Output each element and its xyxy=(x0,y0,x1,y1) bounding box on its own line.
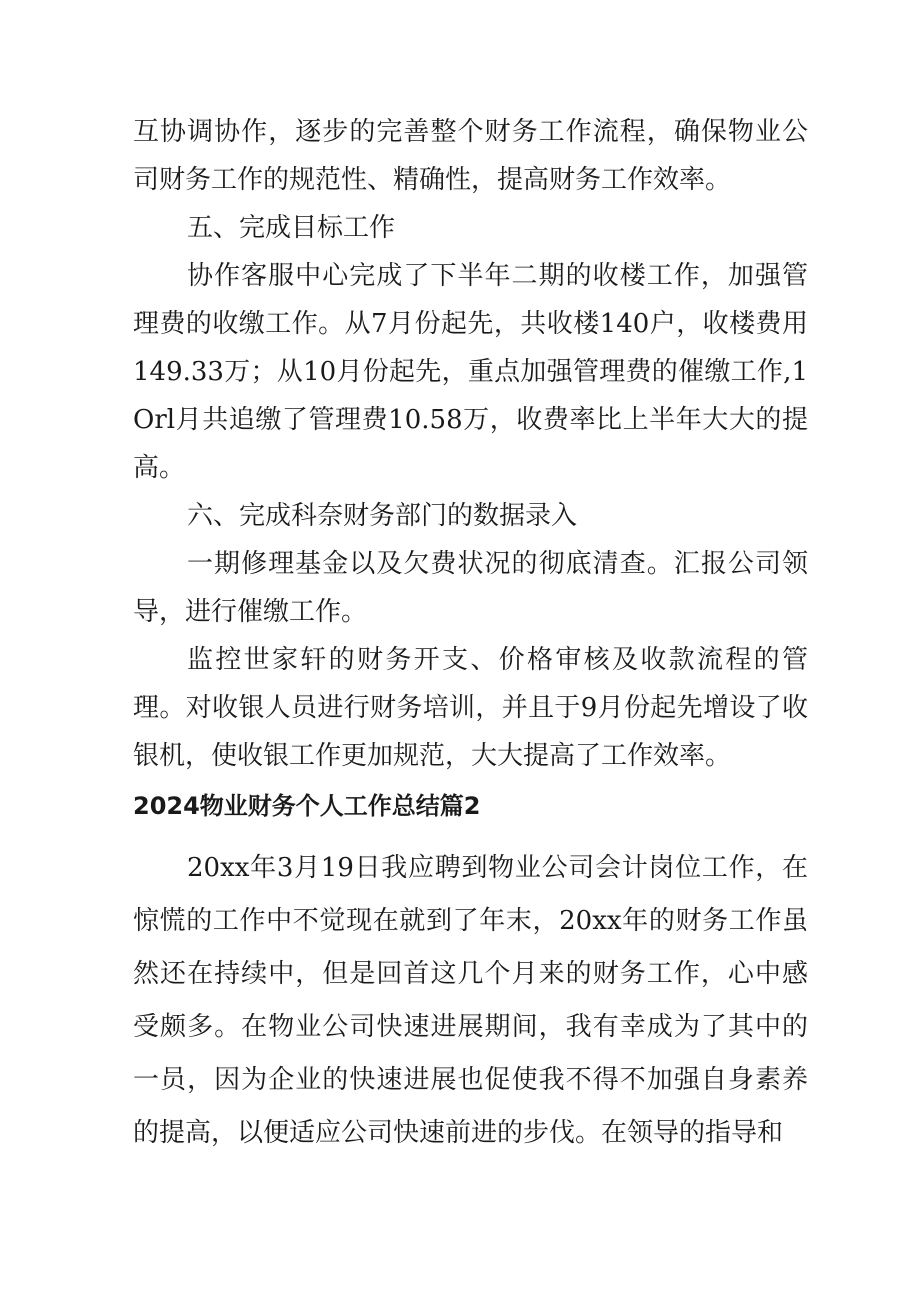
section-heading-6: 六、完成科奈财务部门的数据录入 xyxy=(187,501,578,531)
document-body xyxy=(133,108,808,1160)
paragraph-continuation: 互协调协作，逐步的完善整个财务工作流程，确保物业公司财务工作的规范性、精确性，提高财务工作效率。 xyxy=(133,117,808,195)
section-heading-5: 五、完成目标工作 xyxy=(187,213,396,243)
paragraph-fund-check: 一期修理基金以及欠费状况的彻底清查。汇报公司领导，进行催缴工作。 xyxy=(133,549,808,627)
paragraph-monitoring: 监控世家轩的财务开支、价格审核及收款流程的管理。对收银人员进行财务培训，并且于9月份起先增设了收银机，使收银工作更加规范，大大提高了工作效率。 xyxy=(133,645,808,771)
paragraph-article-2-intro: 20xx年3月19日我应聘到物业公司会计岗位工作，在惊慌的工作中不觉现在就到了年末，20xx年的财务工作虽然还在持续中，但是回首这几个月来的财务工作，心中感受颇多。在物业公司快速进展期间，我有幸成为了其中的一员，因为企业的快速进展也促使我不得不加强自身素养的提高，以便适应公司快速前进的步伐。在领导的指导和 xyxy=(133,853,808,1148)
paragraph-target-work: 协作客服中心完成了下半年二期的收楼工作，加强管理费的收缴工作。从7月份起先，共收楼140户，收楼费用149.33万；从10月份起先，重点加强管理费的催缴工作,1Orl月共追缴了管理费10.58万，收费率比上半年大大的提高。 xyxy=(133,261,808,483)
article-title: 2024物业财务个人工作总结篇2 xyxy=(133,792,481,820)
